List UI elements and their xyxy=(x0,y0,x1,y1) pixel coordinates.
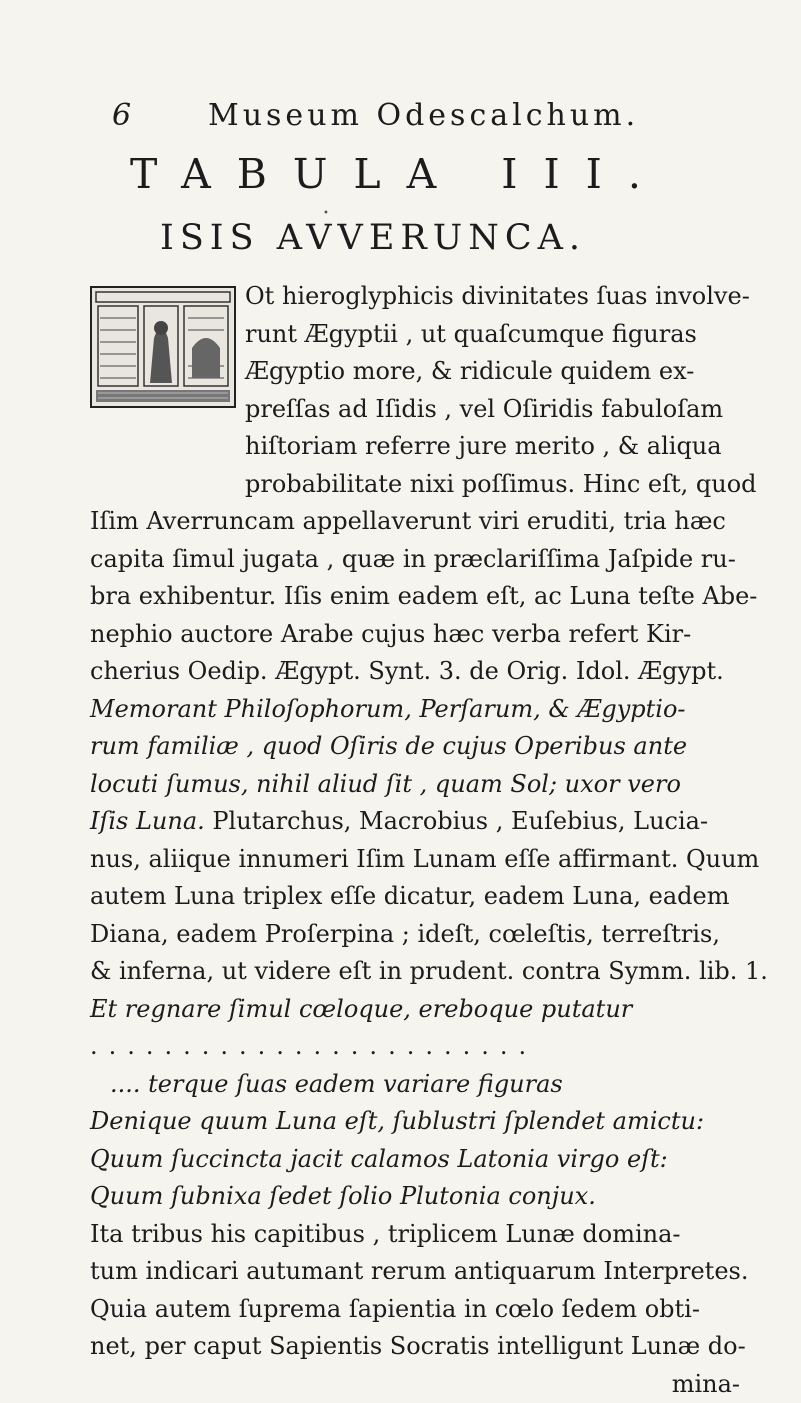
ornament-dot: • xyxy=(323,208,329,219)
text-line: Ot hieroglyphicis divinitates ſuas involve- xyxy=(245,278,760,316)
text-line: runt Ægyptii , ut quaſcumque figuras xyxy=(245,316,760,354)
text-line: Iſim Averruncam appellaverunt viri eruditi, tria hæc xyxy=(90,503,760,541)
verse-line: Quum ſubnixa ſedet ſolio Plutonia conjux. xyxy=(90,1178,760,1216)
verse-line: .... terque ſuas eadem variare figuras xyxy=(110,1066,760,1104)
quote-end: Iſis Luna. xyxy=(90,807,205,835)
text-line: nus, aliique innumeri Iſim Lunam eſſe affirmant. Quum xyxy=(90,841,760,879)
text-line: probabilitate nixi poſſimus. Hinc eſt, quod xyxy=(245,466,760,504)
text-line-italic: Memorant Philoſophorum, Perſarum, & Ægyptio- xyxy=(90,691,760,729)
verse-line: Denique quum Luna eſt, ſublustri ſplendet amictu: xyxy=(90,1103,760,1141)
body-text xyxy=(90,278,760,1403)
running-title: Museum Odescalchum. xyxy=(208,98,639,133)
text-line: nephio auctore Arabe cujus hæc verba refert Kir- xyxy=(90,616,760,654)
text-line: capita ſimul jugata , quæ in præclariſſima Jaſpide ru- xyxy=(90,541,760,579)
text-line: Ægyptio more, & ridicule quidem ex- xyxy=(245,353,760,391)
text-line: hiſtoriam referre jure merito , & aliqua xyxy=(245,428,760,466)
text-line-mixed xyxy=(90,803,760,841)
ellipsis-line: ........................ xyxy=(90,1028,760,1066)
text-line: & inferna, ut videre eſt in prudent. contra Symm. lib. 1. xyxy=(90,953,760,991)
page-number: 6 xyxy=(112,98,135,133)
catchword: mina- xyxy=(90,1366,760,1403)
text-line: net, per caput Sapientis Socratis intelligunt Lunæ do- xyxy=(90,1328,760,1366)
text-line: Quia autem ſuprema ſapientia in cœlo ſedem obti- xyxy=(90,1291,760,1329)
section-subtitle: ISIS AVVERUNCA. xyxy=(160,218,586,258)
text-line: preſſas ad Iſidis , vel Oſiridis fabuloſam xyxy=(245,391,760,429)
table-title: TABULA III. xyxy=(130,150,667,198)
text-line: autem Luna triplex eſſe dicatur, eadem Luna, eadem xyxy=(90,878,760,916)
text-line-italic: locuti ſumus, nihil aliud ſit , quam Sol; uxor vero xyxy=(90,766,760,804)
text-line: bra exhibentur. Iſis enim eadem eſt, ac Luna teſte Abe- xyxy=(90,578,760,616)
text-line: Ita tribus his capitibus , triplicem Lunæ domina- xyxy=(90,1216,760,1254)
text-line: Diana, eadem Proſerpina ; ideſt, cœleſtis, terreſtris, xyxy=(90,916,760,954)
verse-line: Quum ſuccincta jacit calamos Latonia virgo eſt: xyxy=(90,1141,760,1179)
text-line: tum indicari autumant rerum antiquarum Interpretes. xyxy=(90,1253,760,1291)
text-line-italic: rum familiæ , quod Oſiris de cujus Operibus ante xyxy=(90,728,760,766)
text-line: cherius Oedip. Ægypt. Synt. 3. de Orig. Idol. Ægypt. xyxy=(90,653,760,691)
text-continuation: Plutarchus, Macrobius , Euſebius, Lucia- xyxy=(205,807,708,835)
verse-line: Et regnare ſimul cœloque, ereboque putatur xyxy=(90,991,760,1029)
